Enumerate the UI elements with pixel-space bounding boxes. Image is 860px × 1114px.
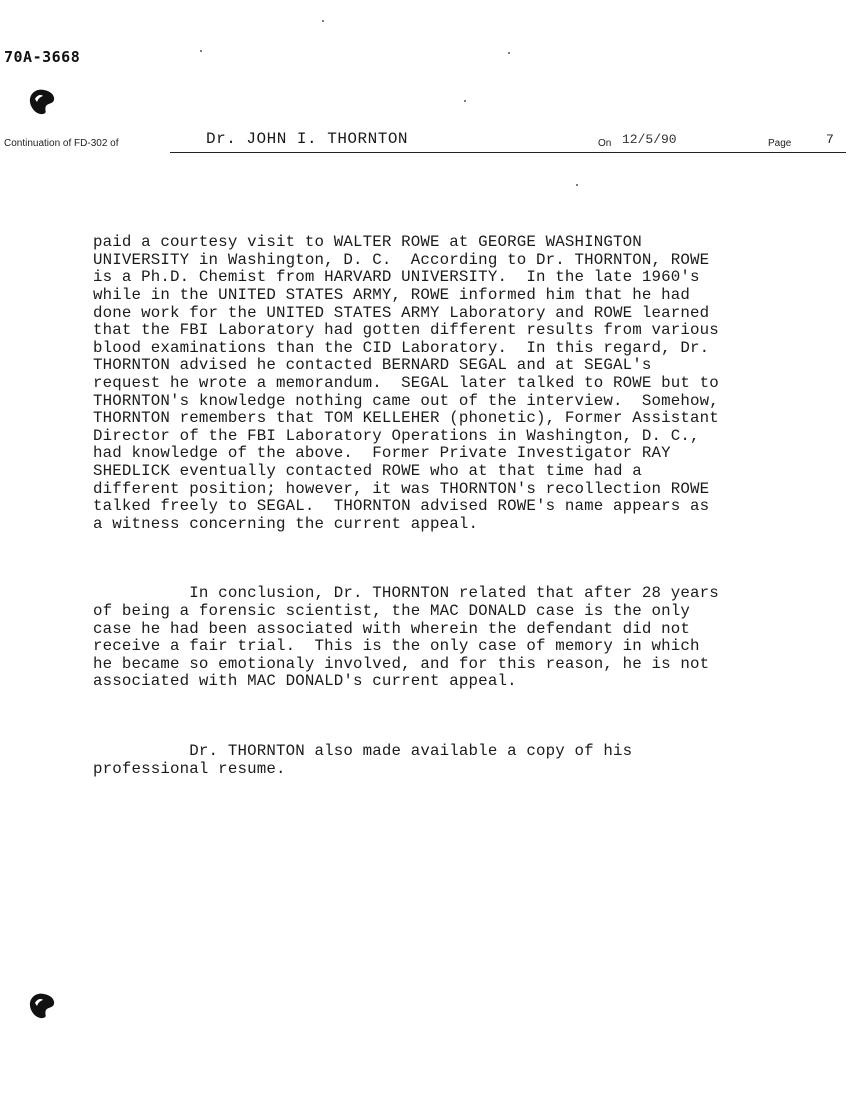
page-number: 7 <box>826 132 834 147</box>
report-date: 12/5/90 <box>622 132 677 147</box>
text-line: case he had been associated with wherein the defendant did not <box>93 619 691 638</box>
text-line: he became so emotionaly involved, and for this reason, he is not <box>93 654 710 673</box>
scan-speck <box>508 52 510 54</box>
text-line: receive a fair trial. This is the only case of memory in which <box>93 637 700 656</box>
scan-speck <box>576 184 578 186</box>
text-line: while in the UNITED STATES ARMY, ROWE informed him that he had <box>93 285 691 304</box>
text-line: professional resume. <box>93 759 286 778</box>
page-label: Page <box>768 138 792 149</box>
scan-speck <box>322 20 324 22</box>
hole-punch-mark-icon <box>26 86 58 116</box>
scan-speck <box>200 50 202 52</box>
text-line: SHEDLICK eventually contacted ROWE who at that time had a <box>93 461 642 480</box>
text-line: different position; however, it was THORNTON's recollection ROWE <box>93 479 710 498</box>
text-line: Dr. THORNTON also made available a copy of his <box>93 742 633 761</box>
text-line: Director of the FBI Laboratory Operations in Washington, D. C., <box>93 426 700 445</box>
hole-punch-mark-icon <box>26 990 58 1020</box>
paragraph-resume <box>93 743 833 778</box>
continuation-label: Continuation of FD-302 of <box>4 138 119 149</box>
text-line: request he wrote a memorandum. SEGAL later talked to ROWE but to <box>93 373 719 392</box>
text-line: talked freely to SEGAL. THORNTON advised ROWE's name appears as <box>93 497 710 516</box>
text-line: In conclusion, Dr. THORNTON related that after 28 years <box>93 584 719 603</box>
text-line: paid a courtesy visit to WALTER ROWE at GEORGE WASHINGTON <box>93 233 642 252</box>
on-label: On <box>598 138 612 149</box>
text-line: THORNTON's knowledge nothing came out of the interview. Somehow, <box>93 391 719 410</box>
scan-speck <box>464 100 466 102</box>
text-line: of being a forensic scientist, the MAC DONALD case is the only <box>93 602 691 621</box>
text-line: done work for the UNITED STATES ARMY Laboratory and ROWE learned <box>93 303 710 322</box>
text-line: had knowledge of the above. Former Private Investigator RAY <box>93 444 671 463</box>
text-line: a witness concerning the current appeal. <box>93 514 479 533</box>
text-line: that the FBI Laboratory had gotten different results from various <box>93 321 719 340</box>
paragraph-thornton-rowe <box>93 234 833 533</box>
subject-name: Dr. JOHN I. THORNTON <box>206 130 409 148</box>
text-line: THORNTON advised he contacted BERNARD SEGAL and at SEGAL's <box>93 356 652 375</box>
text-line: blood examinations than the CID Laboratory. In this regard, Dr. <box>93 338 710 357</box>
document-file-number: 70A-3668 <box>4 48 81 66</box>
text-line: THORNTON remembers that TOM KELLEHER (phonetic), Former Assistant <box>93 409 719 428</box>
header-rule <box>170 152 846 153</box>
document-body <box>93 199 833 813</box>
paragraph-conclusion <box>93 585 833 691</box>
text-line: UNIVERSITY in Washington, D. C. According to Dr. THORNTON, ROWE <box>93 250 710 269</box>
text-line: associated with MAC DONALD's current appeal. <box>93 672 517 691</box>
fd302-header <box>0 130 850 154</box>
text-line: is a Ph.D. Chemist from HARVARD UNIVERSITY. In the late 1960's <box>93 268 700 287</box>
